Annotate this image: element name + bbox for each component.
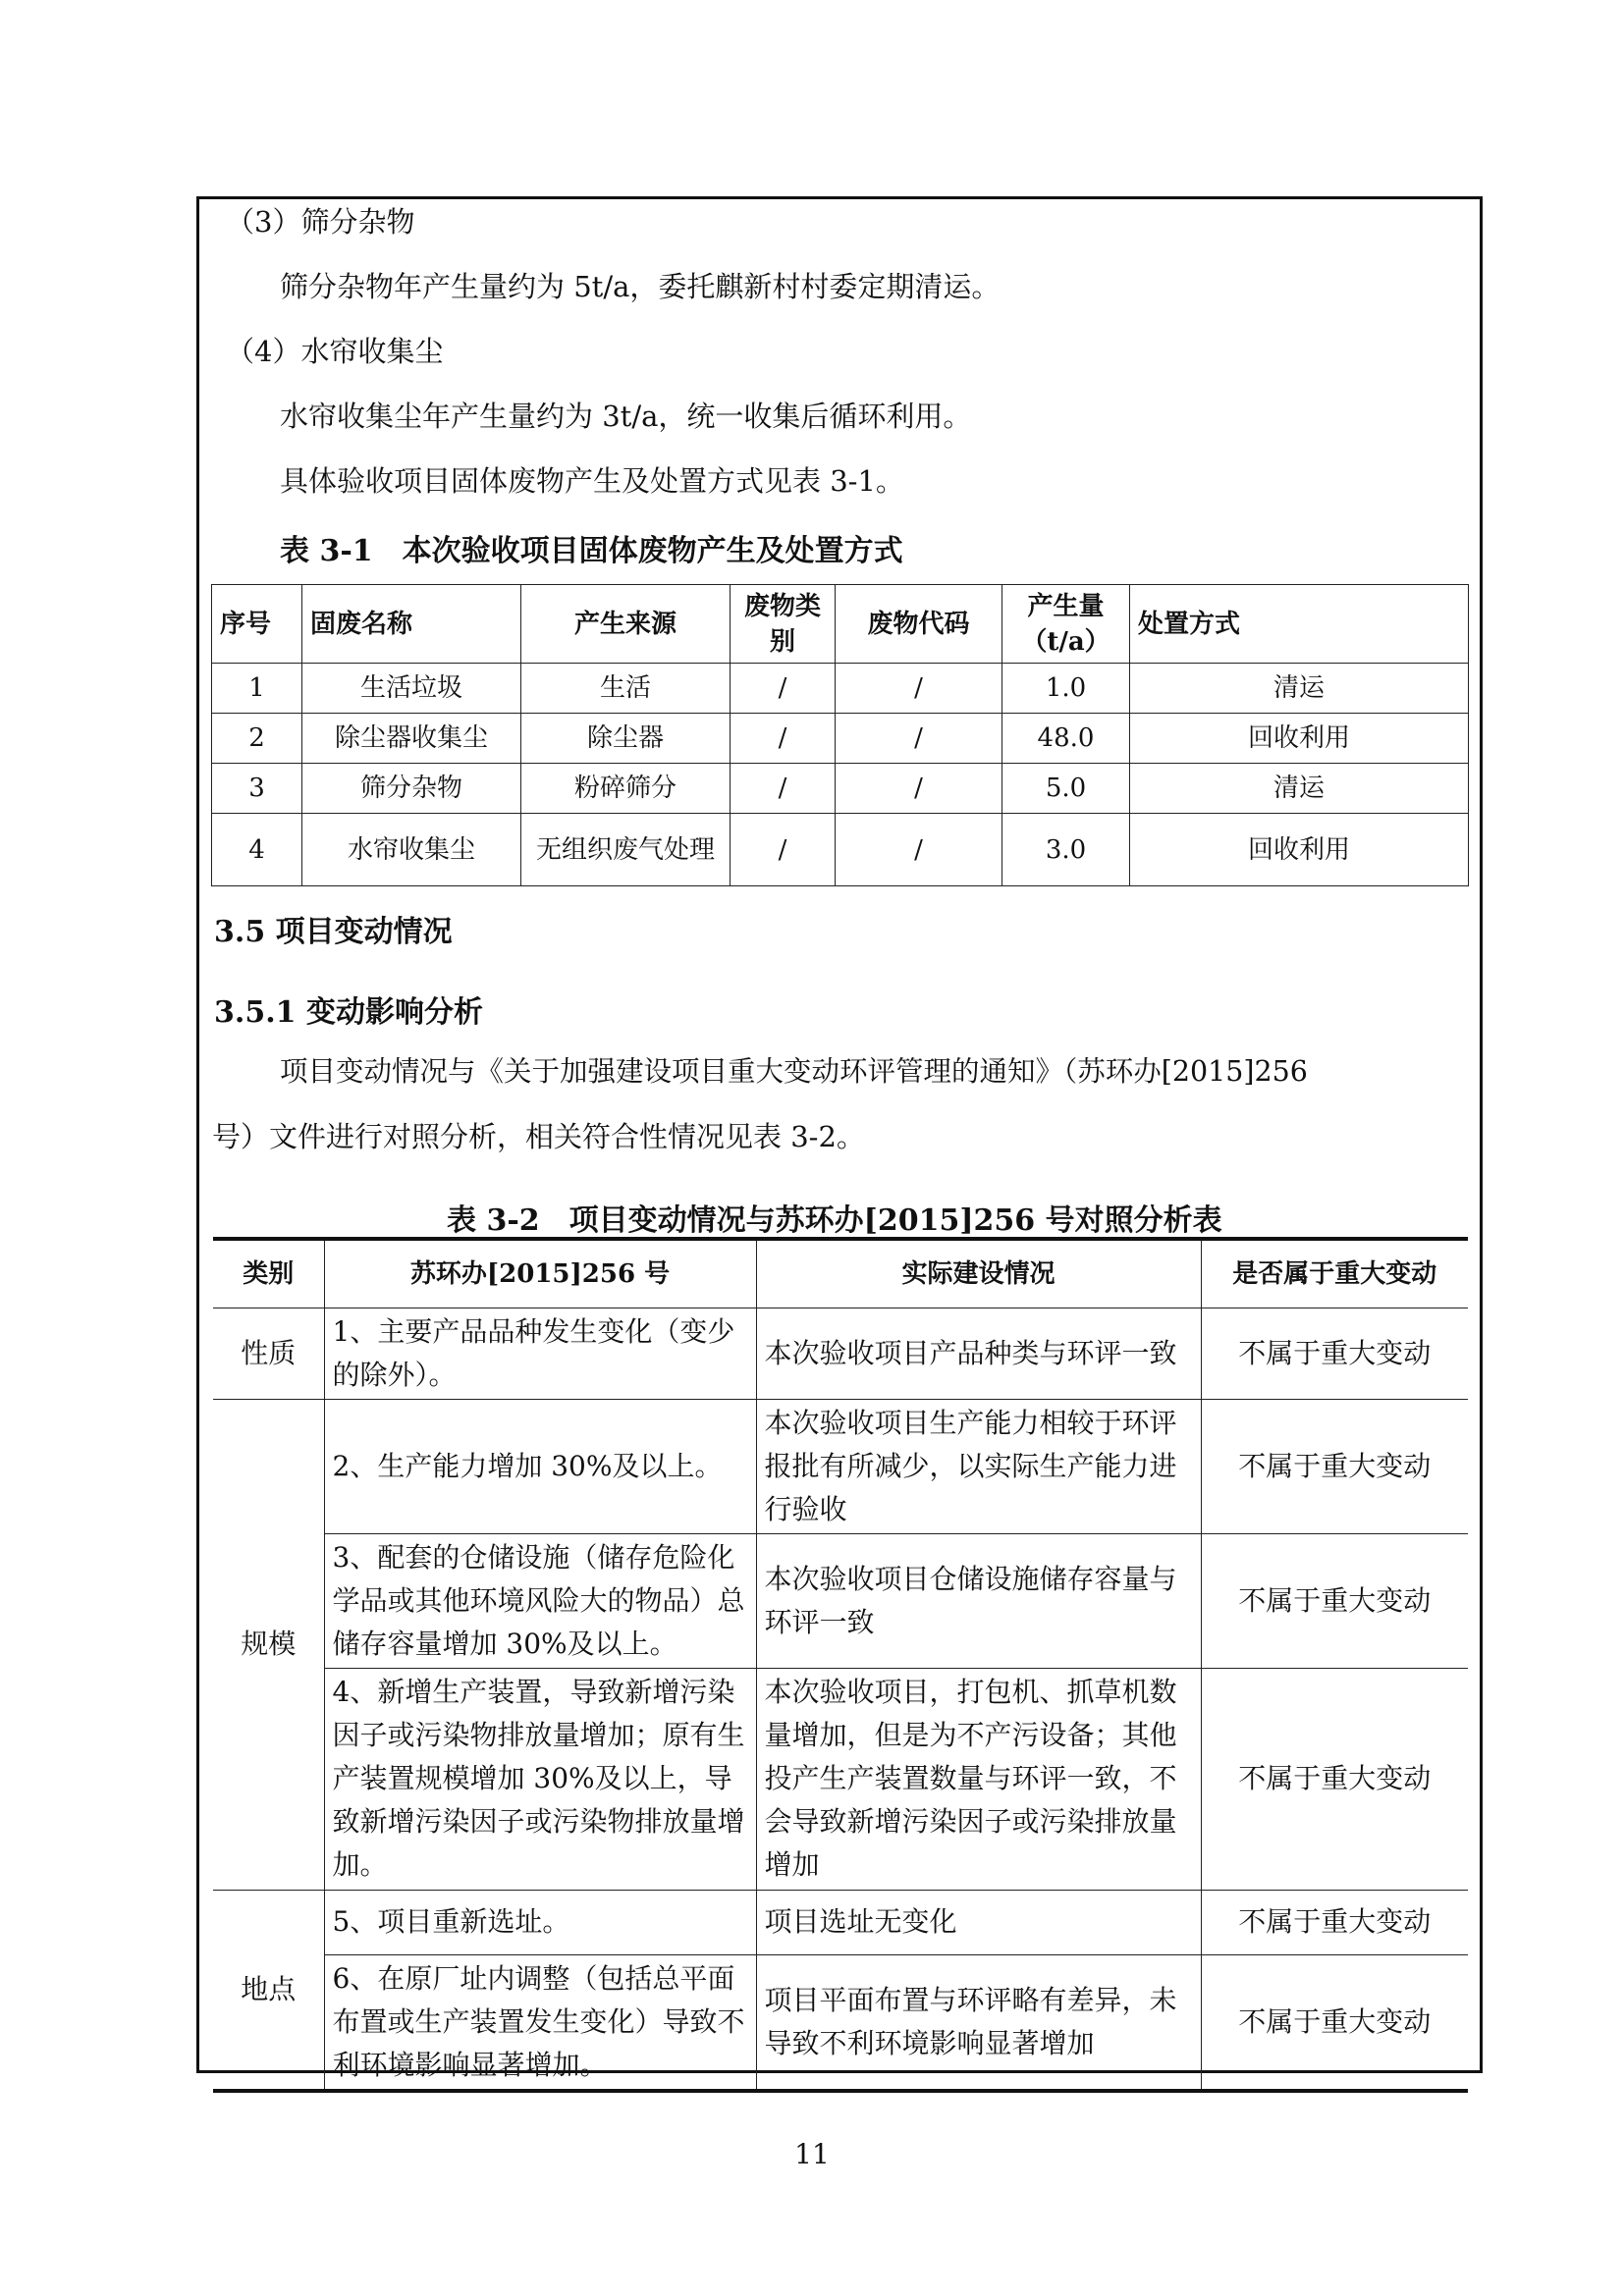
table-row [213, 1954, 1468, 2091]
paragraph-analysis-line1: 项目变动情况与《关于加强建设项目重大变动环评管理的通知》（苏环办[2015]256 [280, 1055, 1308, 1088]
table-cell: / [731, 764, 836, 814]
actual-cell: 本次验收项目产品种类与环评一致 [756, 1308, 1201, 1399]
category-cell: 地点 [213, 1890, 324, 2091]
requirement-cell: 3、配套的仓储设施（储存危险化学品或其他环境风险大的物品）总储存容量增加 30%及以上。 [324, 1533, 756, 1668]
header-cell: 是否属于重大变动 [1201, 1239, 1468, 1308]
table-cell: 清运 [1130, 664, 1469, 714]
header-cell: 处置方式 [1130, 585, 1469, 664]
result-cell: 不属于重大变动 [1201, 1890, 1468, 1954]
requirement-cell: 1、主要产品品种发生变化（变少的除外）。 [324, 1308, 756, 1399]
table-cell: 除尘器 [521, 714, 731, 764]
result-cell: 不属于重大变动 [1201, 1533, 1468, 1668]
actual-cell: 本次验收项目，打包机、抓草机数量增加，但是为不产污设备；其他投产生产装置数量与环评一致，不会导致新增污染因子或污染排放量增加 [756, 1668, 1201, 1890]
table-row [213, 1533, 1468, 1668]
table-row [213, 1890, 1468, 1954]
paragraph-sieving-text: 筛分杂物年产生量约为 5t/a，委托麒新村村委定期清运。 [280, 270, 1001, 303]
actual-cell: 本次验收项目仓储设施储存容量与环评一致 [756, 1533, 1201, 1668]
table-row [212, 764, 1469, 814]
actual-cell: 项目平面布置与环评略有差异，未导致不利环境影响显著增加 [756, 1954, 1201, 2091]
table-row [212, 664, 1469, 714]
header-cell: 废物类别 [731, 585, 836, 664]
paragraph-table-reference: 具体验收项目固体废物产生及处置方式见表 3-1。 [280, 464, 904, 498]
requirement-cell: 6、在原厂址内调整（包括总平面布置或生产装置发生变化）导致不利环境影响显著增加。 [324, 1954, 756, 2091]
table-cell: 4 [212, 814, 302, 886]
header-cell: 废物代码 [836, 585, 1002, 664]
change-analysis-table [213, 1237, 1468, 2093]
table-cell: 除尘器收集尘 [302, 714, 521, 764]
table-cell: 48.0 [1002, 714, 1130, 764]
requirement-cell: 5、项目重新选址。 [324, 1890, 756, 1954]
table-cell: 2 [212, 714, 302, 764]
table-cell: / [836, 814, 1002, 886]
solid-waste-table [211, 584, 1469, 886]
requirement-cell: 2、生产能力增加 30%及以上。 [324, 1399, 756, 1533]
table-cell: 3 [212, 764, 302, 814]
actual-cell: 本次验收项目生产能力相较于环评报批有所减少，以实际生产能力进行验收 [756, 1399, 1201, 1533]
table-cell: 水帘收集尘 [302, 814, 521, 886]
result-cell: 不属于重大变动 [1201, 1308, 1468, 1399]
table-cell: / [836, 764, 1002, 814]
table-cell: / [731, 714, 836, 764]
table-cell: 粉碎筛分 [521, 764, 731, 814]
category-cell: 性质 [213, 1308, 324, 1399]
result-cell: 不属于重大变动 [1201, 1399, 1468, 1533]
header-cell: 序号 [212, 585, 302, 664]
table-cell: 回收利用 [1130, 814, 1469, 886]
result-cell: 不属于重大变动 [1201, 1954, 1468, 2091]
table-cell: 3.0 [1002, 814, 1130, 886]
header-cell: 产生量（t/a） [1002, 585, 1130, 664]
paragraph-water-curtain-title: （4）水帘收集尘 [226, 335, 444, 368]
requirement-cell: 4、新增生产装置，导致新增污染因子或污染物排放量增加；原有生产装置规模增加 30%及以上，导致新增污染因子或污染物排放量增加。 [324, 1668, 756, 1890]
table-cell: 筛分杂物 [302, 764, 521, 814]
header-cell: 苏环办[2015]256 号 [324, 1239, 756, 1308]
section-heading-3-5: 3.5 项目变动情况 [214, 915, 453, 949]
paragraph-sieving-title: （3）筛分杂物 [226, 205, 415, 239]
actual-cell: 项目选址无变化 [756, 1890, 1201, 1954]
table-cell: 1.0 [1002, 664, 1130, 714]
table-cell: / [731, 814, 836, 886]
table-cell: 1 [212, 664, 302, 714]
table-row [213, 1668, 1468, 1890]
table-cell: 生活垃圾 [302, 664, 521, 714]
table-header-row [212, 585, 1469, 664]
page-number: 11 [794, 2138, 830, 2170]
table1-caption: 表 3-1 本次验收项目固体废物产生及处置方式 [280, 534, 903, 568]
header-cell: 类别 [213, 1239, 324, 1308]
table-cell: / [836, 714, 1002, 764]
table-header-row [213, 1239, 1468, 1308]
table-cell: 回收利用 [1130, 714, 1469, 764]
table-cell: 清运 [1130, 764, 1469, 814]
table-cell: 生活 [521, 664, 731, 714]
table-row [213, 1399, 1468, 1533]
table-row [213, 1308, 1468, 1399]
paragraph-analysis-line2: 号）文件进行对照分析，相关符合性情况见表 3-2。 [212, 1120, 865, 1153]
table-cell: / [836, 664, 1002, 714]
table2-caption: 表 3-2 项目变动情况与苏环办[2015]256 号对照分析表 [447, 1203, 1222, 1238]
section-heading-3-5-1: 3.5.1 变动影响分析 [214, 995, 483, 1030]
result-cell: 不属于重大变动 [1201, 1668, 1468, 1890]
paragraph-water-curtain-text: 水帘收集尘年产生量约为 3t/a，统一收集后循环利用。 [280, 400, 972, 433]
table-cell: / [731, 664, 836, 714]
table-row [212, 714, 1469, 764]
category-cell: 规模 [213, 1399, 324, 1890]
header-cell: 实际建设情况 [756, 1239, 1201, 1308]
table-cell: 5.0 [1002, 764, 1130, 814]
header-cell: 产生来源 [521, 585, 731, 664]
table-cell: 无组织废气处理 [521, 814, 731, 886]
table-row [212, 814, 1469, 886]
header-cell: 固废名称 [302, 585, 521, 664]
